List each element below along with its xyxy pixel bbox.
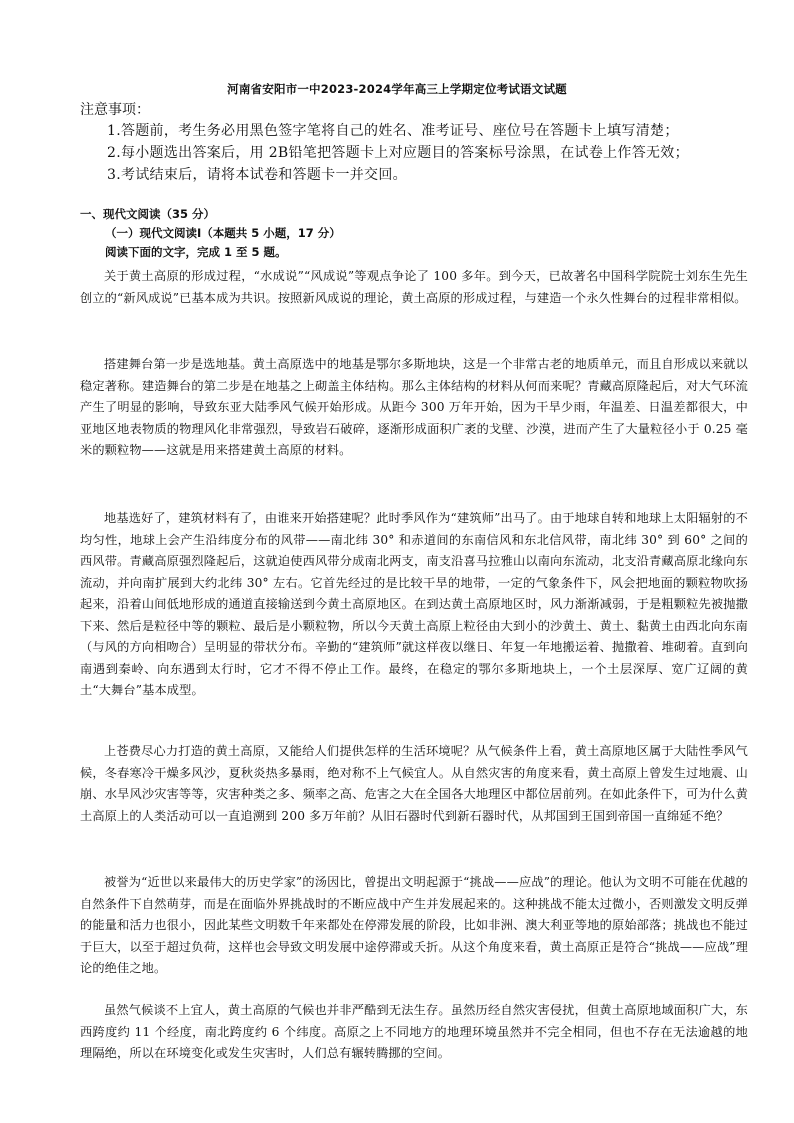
page-title: 河南省安阳市一中2023-2024学年高三上学期定位考试语文试题 [227,82,567,96]
notice-heading: 注意事项： [80,102,150,118]
reading-instruction: 阅读下面的文字，完成 1 至 5 题。 [105,245,287,259]
paragraph-4: 上苍费尽心力打造的黄土高原，又能给人们提供怎样的生活环境呢？从气候条件上看，黄土高原地区属于大陆性季风气候，冬春寒冷干燥多风沙，夏秋炎热多暴雨，绝对称不上气候宜人。从自然灾害的角度来看，黄土高原上曾发生过地震、山崩、水旱风沙灾害等等，灾害种类之多、频率之高、危害之大在全国各大地理区中都位居前列。在如此条件下，可为什么黄土高原上的人类活动可以一直追溯到 200 多万年前？从旧石器时代到新石器时代，从邦国到王国到帝国一直绵延不绝？ [80,744,748,823]
paragraph-1: 关于黄土高原的形成过程，“水成说”“风成说”等观点争论了 100 多年。到今天，已故著名中国科学院院士刘东生先生创立的“新风成说”已基本成为共识。按照新风成说的理论，黄土高原的形成过程，与建造一个永久性舞台的过程非常相似。 [80,269,748,305]
paragraph-2: 搭建舞台第一步是选地基。黄土高原选中的地基是鄂尔多斯地块，这是一个非常古老的地质单元，而且自形成以来就以稳定著称。建造舞台的第二步是在地基之上砌盖主体结构。那么主体结构的材料从何而来呢？青藏高原隆起后，对大气环流产生了明显的影响，导致东亚大陆季风气候开始形成。从距今 300 万年开始，因为干旱少雨，年温差、日温差都很大，中亚地区地表物质的物理风化非常强烈，导致岩石破碎，逐渐形成面积广袤的戈壁、沙漠，进而产生了大量粒径小于 0.25 毫米的颗粒物——这就是用来搭建黄土高原的材料。 [80,357,748,457]
notice-item-2: 2.每小题选出答案后，用 2B铅笔把答题卡上对应题目的答案标号涂黑，在试卷上作答无效； [107,145,689,161]
sub-section-heading: （一）现代文阅读Ⅰ（本题共 5 小题，17 分） [105,226,341,240]
paragraph-5: 被誉为“近世以来最伟大的历史学家”的汤因比，曾提出文明起源于“挑战——应战”的理论。他认为文明不可能在优越的自然条件下自然萌芽，而是在面临外界挑战时的不断应战中产生并发展起来的。这种挑战不能太过微小，否则激发文明反弹的能量和活力也很小，因此某些文明数千年来都处在停滞发展的阶段，比如非洲、澳大利亚等地的原始部落；挑战也不能过于巨大，以至于超过负荷，这样也会导致文明发展中途停滞或夭折。从这个角度来看，黄土高原正是符合“挑战——应战”理论的绝佳之地。 [80,875,748,975]
notice-item-3: 3.考试结束后，请将本试卷和答题卡一并交回。 [107,167,407,183]
paragraph-3: 地基选好了，建筑材料有了，由谁来开始搭建呢？此时季风作为“建筑师”出马了。由于地球自转和地球上太阳辐射的不均匀性，地球上会产生沿纬度分布的风带——南北纬 30° 和赤道间的东南信风和东北信风带，南北纬 30° 到 60° 之间的西风带。青藏高原强烈隆起后，这就迫使西风带分成南北两支，南支沿喜马拉雅山以南向东流动，北支沿青藏高原北缘向东流动，并向南扩展到大约北纬 30° 左右。它首先经过的是比较干旱的地带，一定的气象条件下，风会把地面的颗粒物吹扬起来，沿着山间低地形成的通道直接输送到今黄土高原地区。在到达黄土高原地区时，风力渐渐减弱，于是粗颗粒先被抛撒下来、然后是粒径中等的颗粒、最后是小颗粒物，所以今天黄土高原上粒径由大到小的沙黄土、黄土、黏黄土由西北向东南（与风的方向相吻合）呈明显的带状分布。辛勤的“建筑师”就这样夜以继日、年复一年地搬运着、抛撒着、堆砌着。直到向南遇到秦岭、向东遇到太行时，它才不得不停止工作。最终，在稳定的鄂尔多斯地块上，一个土层深厚、宽广辽阔的黄土“大舞台”基本成型。 [80,511,748,697]
notice-item-1: 1.答题前，考生务必用黑色签字笔将自己的姓名、准考证号、座位号在答题卡上填写清楚； [107,123,679,139]
section-heading: 一、现代文阅读（35 分） [80,207,216,221]
paragraph-6: 虽然气候谈不上宜人，黄土高原的气候也并非严酷到无法生存。虽然历经自然灾害侵扰，但黄土高原地域面积广大，东西跨度约 11 个经度，南北跨度约 6 个纬度。高原之上不同地方的地理环境虽然并不完全相同，但也不存在无法逾越的地理隔绝，所以在环境变化或发生灾害时，人们总有辗转腾挪的空间。 [80,1003,748,1060]
